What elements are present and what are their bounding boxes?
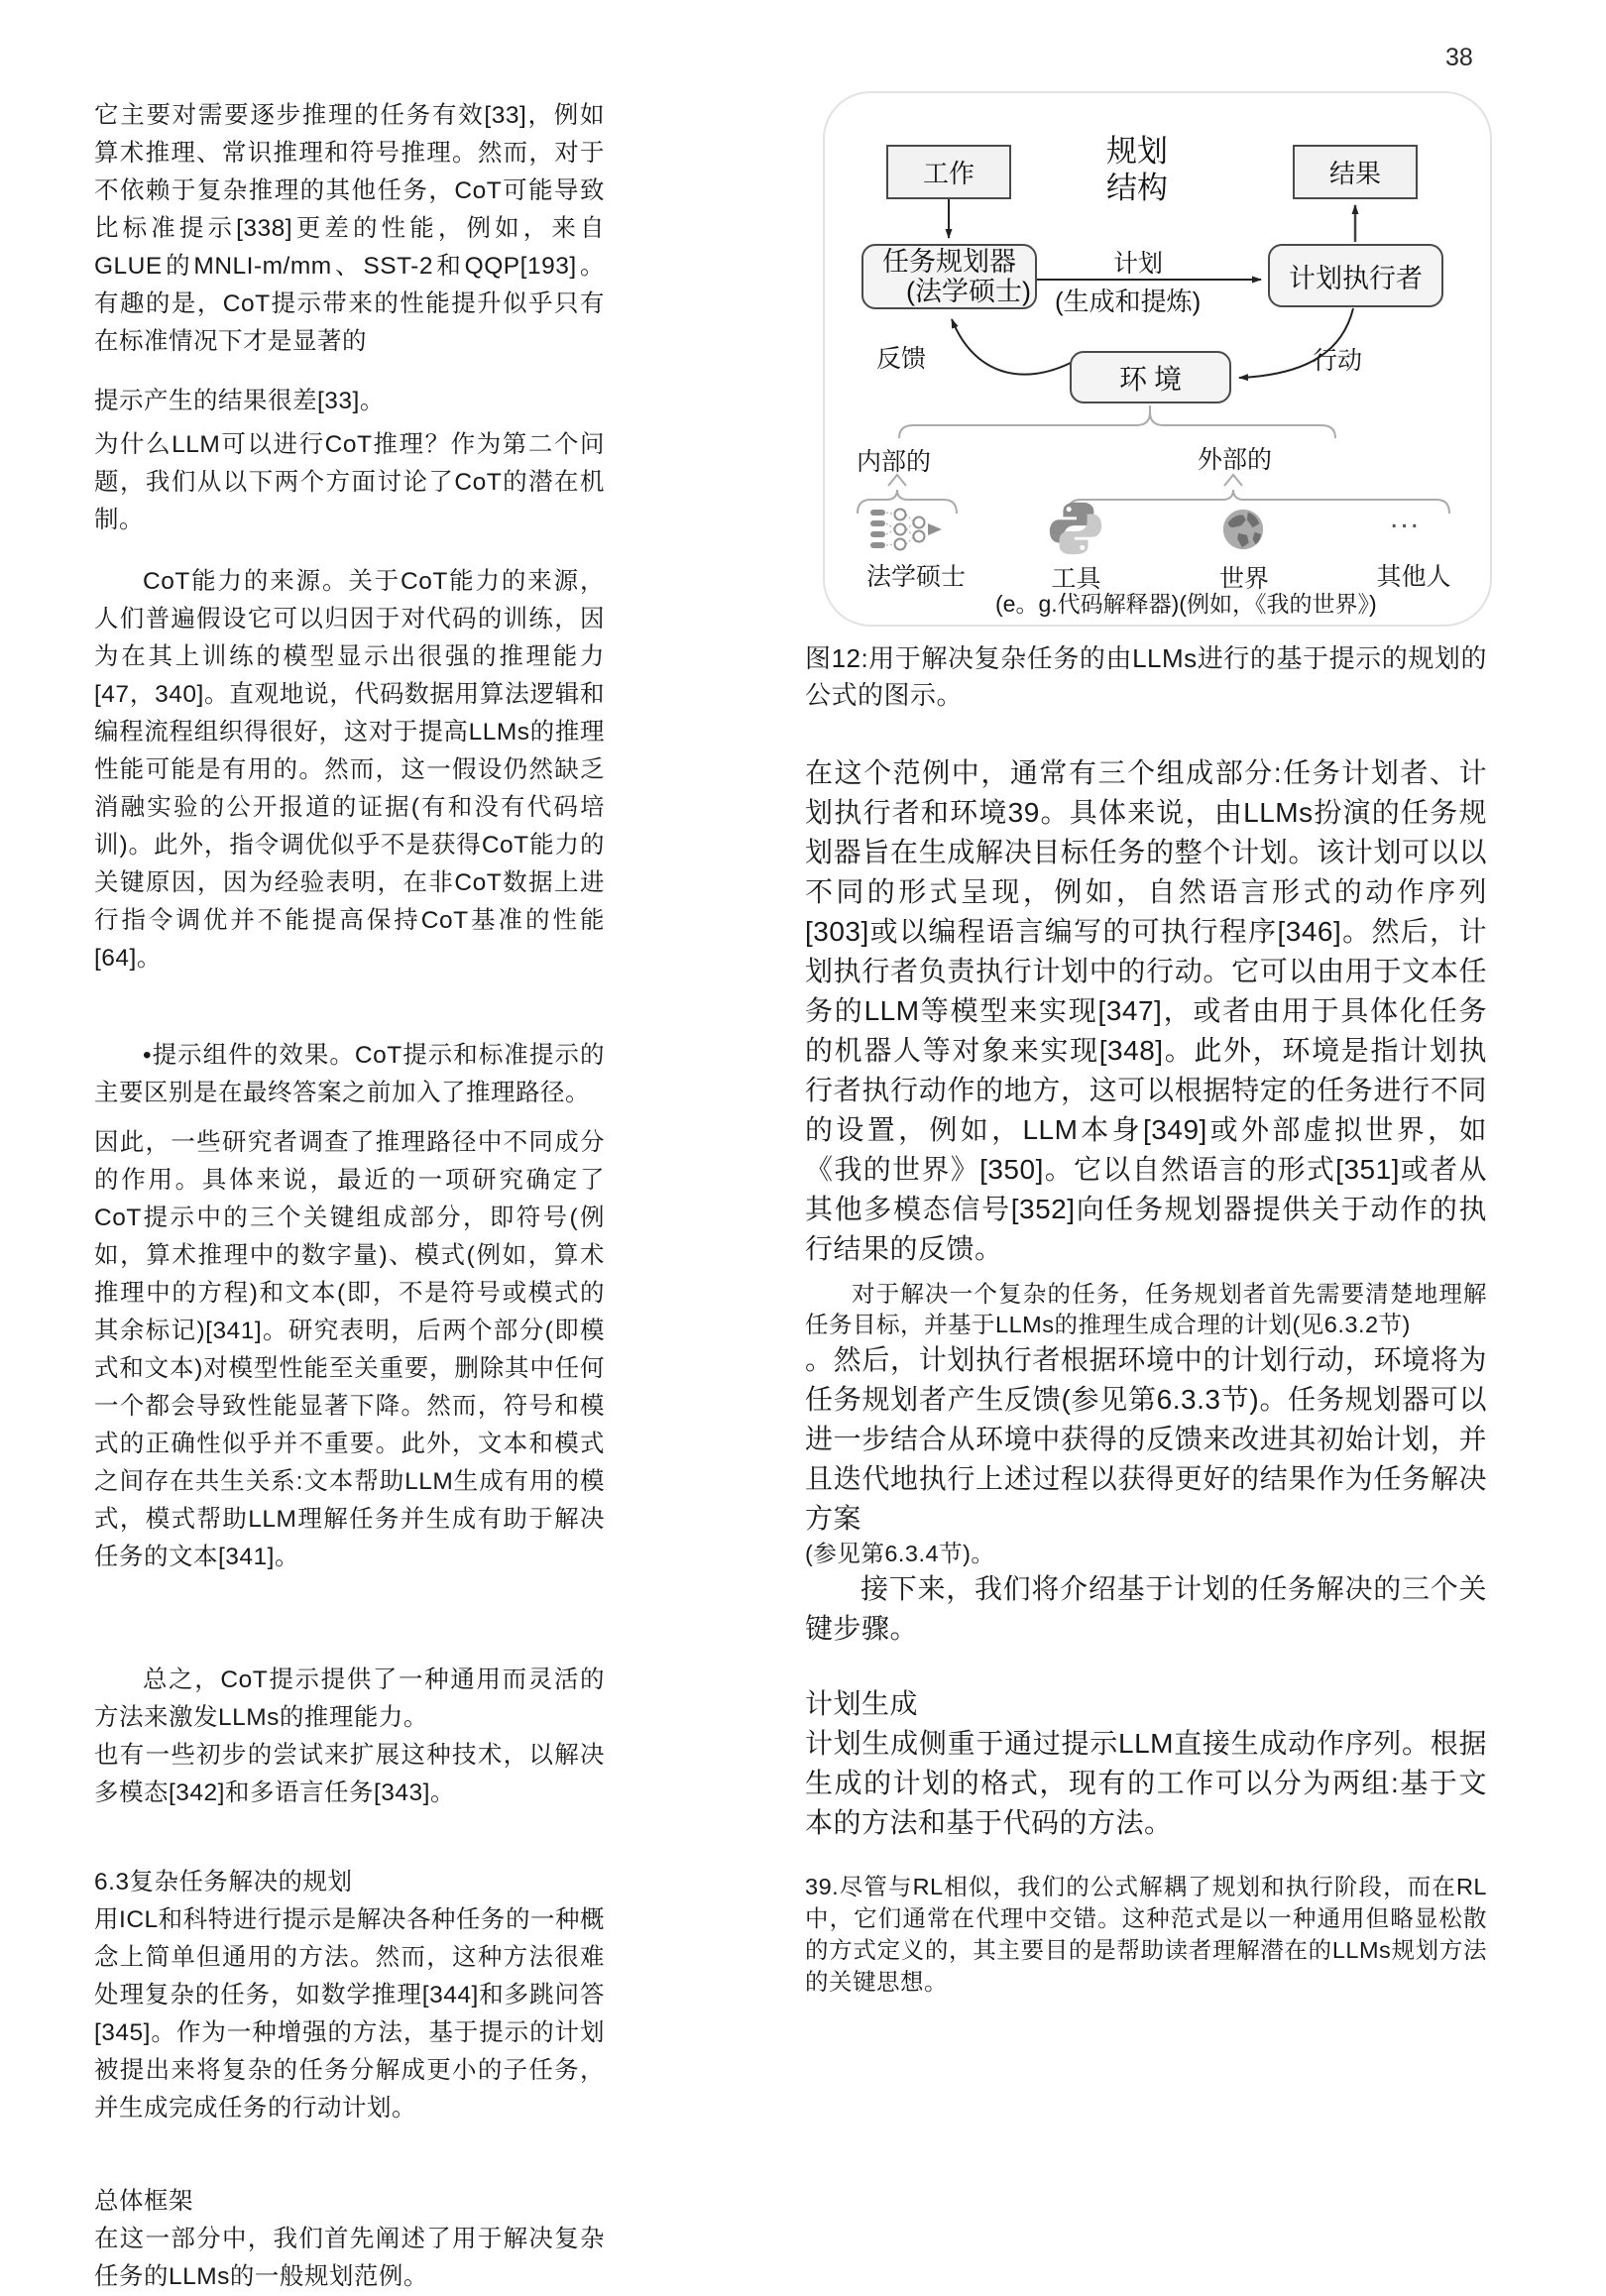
result-box-label: 结果	[1328, 159, 1381, 188]
paragraph: 为什么LLM可以进行CoT推理？作为第二个问题，我们从以下两个方面讨论了CoT的潜在机制。	[94, 431, 605, 533]
action-edge-label: 行动	[1313, 347, 1363, 375]
internal-label: 内部的	[857, 448, 932, 476]
paragraph: 对于解决一个复杂的任务，任务规划者首先需要清楚地理解任务目标，并基于LLMs的推理生成合理的计划(见6.3.2节)	[805, 1281, 1487, 1337]
tools-world-note: (e。g.代码解释器)(例如，《我的世界》)	[995, 591, 1377, 617]
feedback-curve	[952, 319, 1073, 375]
work-box-label: 工作	[922, 159, 975, 188]
external-label: 外部的	[1198, 446, 1273, 474]
paragraph: 提示产生的结果很差[33]。	[94, 388, 385, 414]
environment-label: 环境	[1118, 363, 1189, 395]
footnote-39: 39.尽管与RL相似，我们的公式解耦了规划和执行阶段，而在RL中，它们通常在代理中交错。这种范式是以一种通用但略显松散的方式定义的，其主要目的是帮助读者理解潜在的LLMs规划方法的关键思想。	[805, 1874, 1487, 1995]
right-column	[805, 640, 1487, 1998]
diagram-title-line2: 结构	[1106, 171, 1168, 205]
generate-refine-label: (生成和提炼)	[1055, 287, 1202, 316]
paragraph: 总之，CoT提示提供了一种通用而灵活的方法来激发LLMs的推理能力。	[94, 1666, 605, 1731]
plan-executor-label: 计划执行者	[1289, 263, 1423, 293]
diagram-title-line1: 规划	[1106, 134, 1168, 169]
paragraph: 接下来，我们将介绍基于计划的任务解决的三个关键步骤。	[805, 1573, 1487, 1644]
environment-split-brace	[899, 405, 1335, 438]
figure-caption: 图12:用于解决复杂任务的由LLMs进行的基于提示的规划的公式的图示。	[805, 643, 1487, 710]
left-column	[94, 97, 605, 2296]
result-box	[1293, 145, 1418, 199]
python-tool-icon	[1047, 500, 1104, 557]
external-connector	[1224, 475, 1242, 486]
task-planner-box	[861, 244, 1037, 309]
world-globe-icon	[1219, 506, 1267, 553]
task-planner-label: 任务规划器	[882, 247, 1016, 277]
paragraph: CoT能力的来源。关于CoT能力的来源，人们普遍假设它可以归因于对代码的训练，因为在其上训练的模型显示出很强的推理能力[47，340]。直观地说，代码数据用算法逻辑和编程流程组织得很好，这对于提高LLMs的推理性能可能是有用的。然而，这一假设仍然缺乏消融实验的公开报道的证据(有和没有代码培训)。此外，指令调优似乎不是获得CoT能力的关键原因，因为经验表明，在非CoT数据上进行指令调优并不能提高保持CoT基准的性能[64]。	[94, 568, 605, 972]
paragraph: 也有一些初步的尝试来扩展这种技术，以解决多模态[342]和多语言任务[343]。	[94, 1742, 605, 1806]
others-label: 其他人	[1376, 563, 1451, 591]
environment-box	[1070, 351, 1231, 403]
task-planner-sublabel: (法学硕士)	[906, 277, 1031, 306]
work-box	[886, 145, 1011, 199]
paragraph: 在这一部分中，我们首先阐述了用于解决复杂任务的LLMs的一般规划范例。	[94, 2226, 605, 2290]
paragraph: 在这个范例中，通常有三个组成部分:任务计划者、计划执行者和环境39。具体来说，由LLMs扮演的任务规划器旨在生成解决目标任务的整个计划。该计划可以以不同的形式呈现，例如，自然语言形式的动作序列[303]或以编程语言编写的可执行程序[346]。然后，计划执行者负责执行计划中的行动。它可以由用于文本任务的LLM等模型来实现[347]，或者由用于具体化任务的机器人等对象来实现[348]。此外，环境是指计划执行者执行动作的地方，这可以根据特定的任务进行不同的设置，例如，LLM本身[349]或外部虚拟世界，如《我的世界》[350]。它以自然语言的形式[351]或者从其他多模态信号[352]向任务规划器提供关于动作的执行结果的反馈。	[805, 757, 1487, 1264]
page-number: 38	[1445, 44, 1473, 71]
paragraph: 计划生成侧重于通过提示LLM直接生成动作序列。根据生成的计划的格式，现有的工作可以分为两组:基于文本的方法和基于代码的方法。	[805, 1728, 1487, 1838]
llm-network-icon	[870, 506, 948, 555]
plan-generation-heading: 计划生成	[805, 1688, 919, 1719]
paragraph: 。然后，计划执行者根据环境中的计划行动，环境将为任务规划者产生反馈(参见第6.3.3节)。任务规划器可以进一步结合从环境中获得的反馈来改进其初始计划，并且迭代地执行上述过程以获得更好的结果作为任务解决方案	[805, 1344, 1487, 1534]
llm-icon-label: 法学硕士	[865, 563, 966, 591]
world-icon-label: 世界	[1218, 565, 1269, 593]
subsection-heading: 总体框架	[94, 2188, 193, 2215]
others-ellipsis: ...	[1390, 502, 1422, 534]
paragraph: 因此，一些研究者调查了推理路径中不同成分的作用。具体来说，最近的一项研究确定了CoT提示中的三个关键组成部分，即符号(例如，算术推理中的数字量)、模式(例如，算术推理中的方程)和文本(即，不是符号或模式的其余标记)[341]。研究表明，后两个部分(即模式和文本)对模型性能至关重要，删除其中任何一个都会导致性能显著下降。然而，符号和模式的正确性似乎并不重要。此外，文本和模式之间存在共生关系:文本帮助LLM生成有用的模式，模式帮助LLM理解任务并生成有助于解决任务的文本[341]。	[94, 1129, 605, 1570]
plan-executor-box	[1268, 244, 1443, 307]
section-heading: 6.3复杂任务解决的规划	[94, 1869, 353, 1895]
paragraph: 用ICL和科特进行提示是解决各种任务的一种概念上简单但通用的方法。然而，这种方法很难处理复杂的任务，如数学推理[344]和多跳问答[345]。作为一种增强的方法，基于提示的计划被提出来将复杂的任务分解成更小的子任务，并生成完成任务的行动计划。	[94, 1906, 605, 2122]
diagram-title	[1053, 133, 1221, 206]
plan-edge-label: 计划	[1113, 250, 1164, 278]
paragraph: 它主要对需要逐步推理的任务有效[33]，例如算术推理、常识推理和符号推理。然而，对于不依赖于复杂推理的其他任务，CoT可能导致比标准提示[338]更差的性能，例如，来自GLUE的MNLI-m/mm、SST-2和QQP[193]。有趣的是，CoT提示带来的性能提升似乎只有在标准情况下才是显著的	[94, 102, 605, 355]
paragraph: (参见第6.3.4节)。	[805, 1541, 995, 1566]
feedback-edge-label: 反馈	[876, 345, 927, 373]
paragraph: •提示组件的效果。CoT提示和标准提示的主要区别是在最终答案之前加入了推理路径。	[94, 1042, 605, 1106]
tool-icon-label: 工具	[1051, 565, 1101, 593]
figure-12-diagram	[823, 91, 1492, 627]
